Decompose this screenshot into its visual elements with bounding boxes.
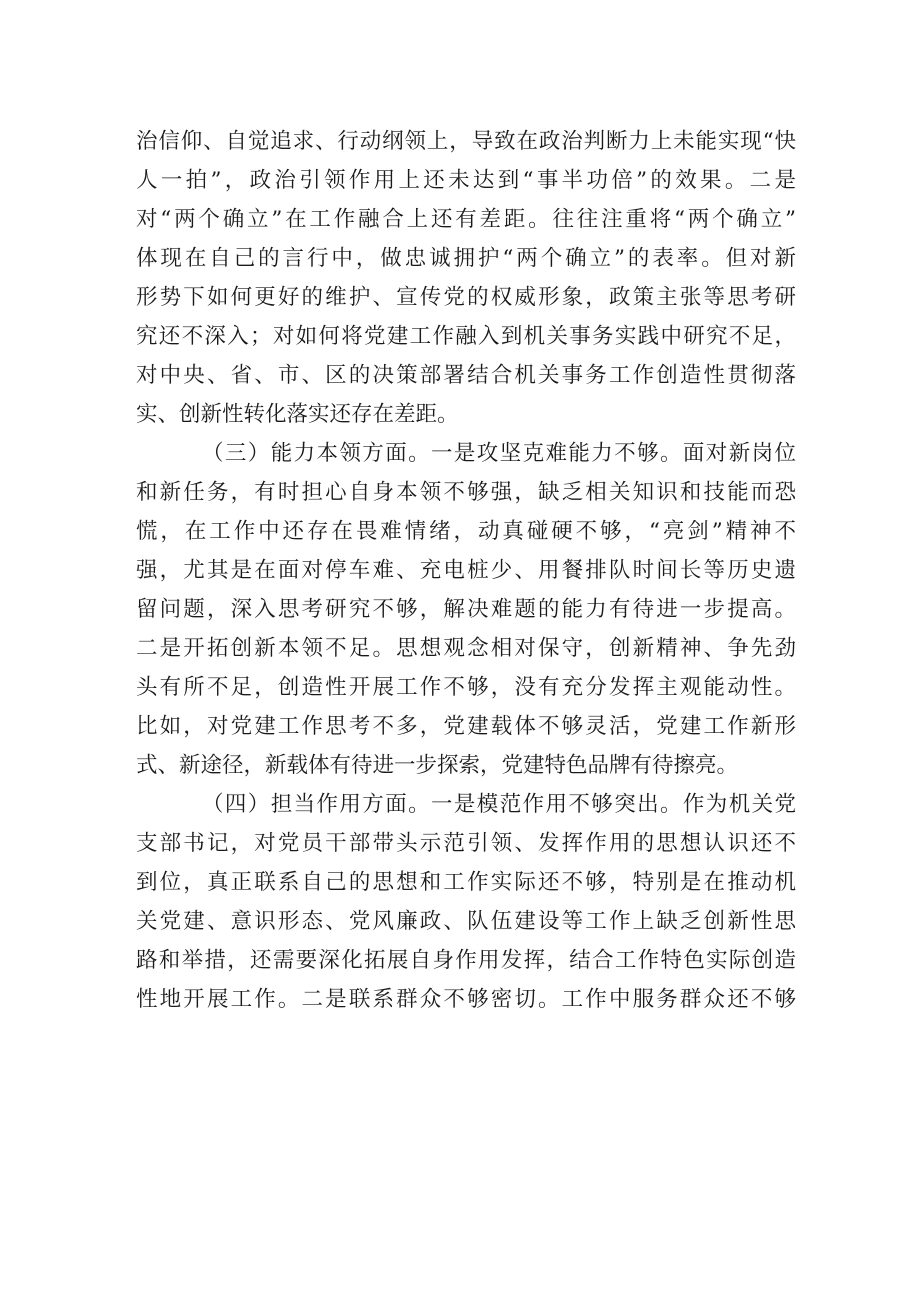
paragraph-3-line: 路和举措，还需要深化拓展自身作用发挥，结合工作特色实际创造: [136, 948, 796, 973]
paragraph-3-line: 关党建、意识形态、党风廉政、队伍建设等工作上缺乏创新性思: [136, 909, 796, 934]
paragraph-3-line: 性地开展工作。二是联系群众不够密切。工作中服务群众还不够: [136, 987, 796, 1012]
document-body: [136, 122, 796, 1019]
paragraph-2-line: （三）能力本领方面。一是攻坚克难能力不够。面对新岗位: [202, 441, 796, 466]
paragraph-1-line: 对中央、省、市、区的决策部署结合机关事务工作创造性贯彻落: [136, 363, 796, 388]
paragraph-1-line: 体现在自己的言行中，做忠诚拥护“两个确立”的表率。但对新: [136, 246, 796, 271]
paragraph-2-line: 和新任务，有时担心自身本领不够强，缺乏相关知识和技能而恐: [136, 480, 796, 505]
paragraph-1-line: 究还不深入；对如何将党建工作融入到机关事务实践中研究不足，: [136, 324, 796, 349]
paragraph-2-line: 比如，对党建工作思考不多，党建载体不够灵活，党建工作新形: [136, 714, 796, 739]
paragraph-1-line: 治信仰、自觉追求、行动纲领上，导致在政治判断力上未能实现“快: [136, 129, 796, 154]
paragraph-2-line: 二是开拓创新本领不足。思想观念相对保守，创新精神、争先劲: [136, 636, 796, 661]
paragraph-1-line: 实、创新性转化落实还存在差距。: [136, 402, 459, 427]
paragraph-1-line: 对“两个确立”在工作融合上还有差距。往往注重将“两个确立”: [136, 207, 796, 232]
paragraph-1-line: 人一拍”，政治引领作用上还未达到“事半功倍”的效果。二是: [136, 168, 796, 193]
paragraph-2-line: 强，尤其是在面对停车难、充电桩少、用餐排队时间长等历史遗: [136, 558, 796, 583]
paragraph-1-line: 形势下如何更好的维护、宣传党的权威形象，政策主张等思考研: [136, 285, 796, 310]
paragraph-2-line: 慌，在工作中还存在畏难情绪，动真碰硬不够，“亮剑”精神不: [136, 519, 796, 544]
paragraph-3-line: 支部书记，对党员干部带头示范引领、发挥作用的思想认识还不: [136, 831, 796, 856]
paragraph-2-line: 留问题，深入思考研究不够，解决难题的能力有待进一步提高。: [136, 597, 796, 622]
paragraph-3-line: 到位，真正联系自己的思想和工作实际还不够，特别是在推动机: [136, 870, 796, 895]
paragraph-2-line: 头有所不足，创造性开展工作不够，没有充分发挥主观能动性。: [136, 675, 796, 700]
paragraph-2-line: 式、新途径，新载体有待进一步探索，党建特色品牌有待擦亮。: [136, 753, 739, 778]
paragraph-3-line: （四）担当作用方面。一是模范作用不够突出。作为机关党: [202, 792, 796, 817]
